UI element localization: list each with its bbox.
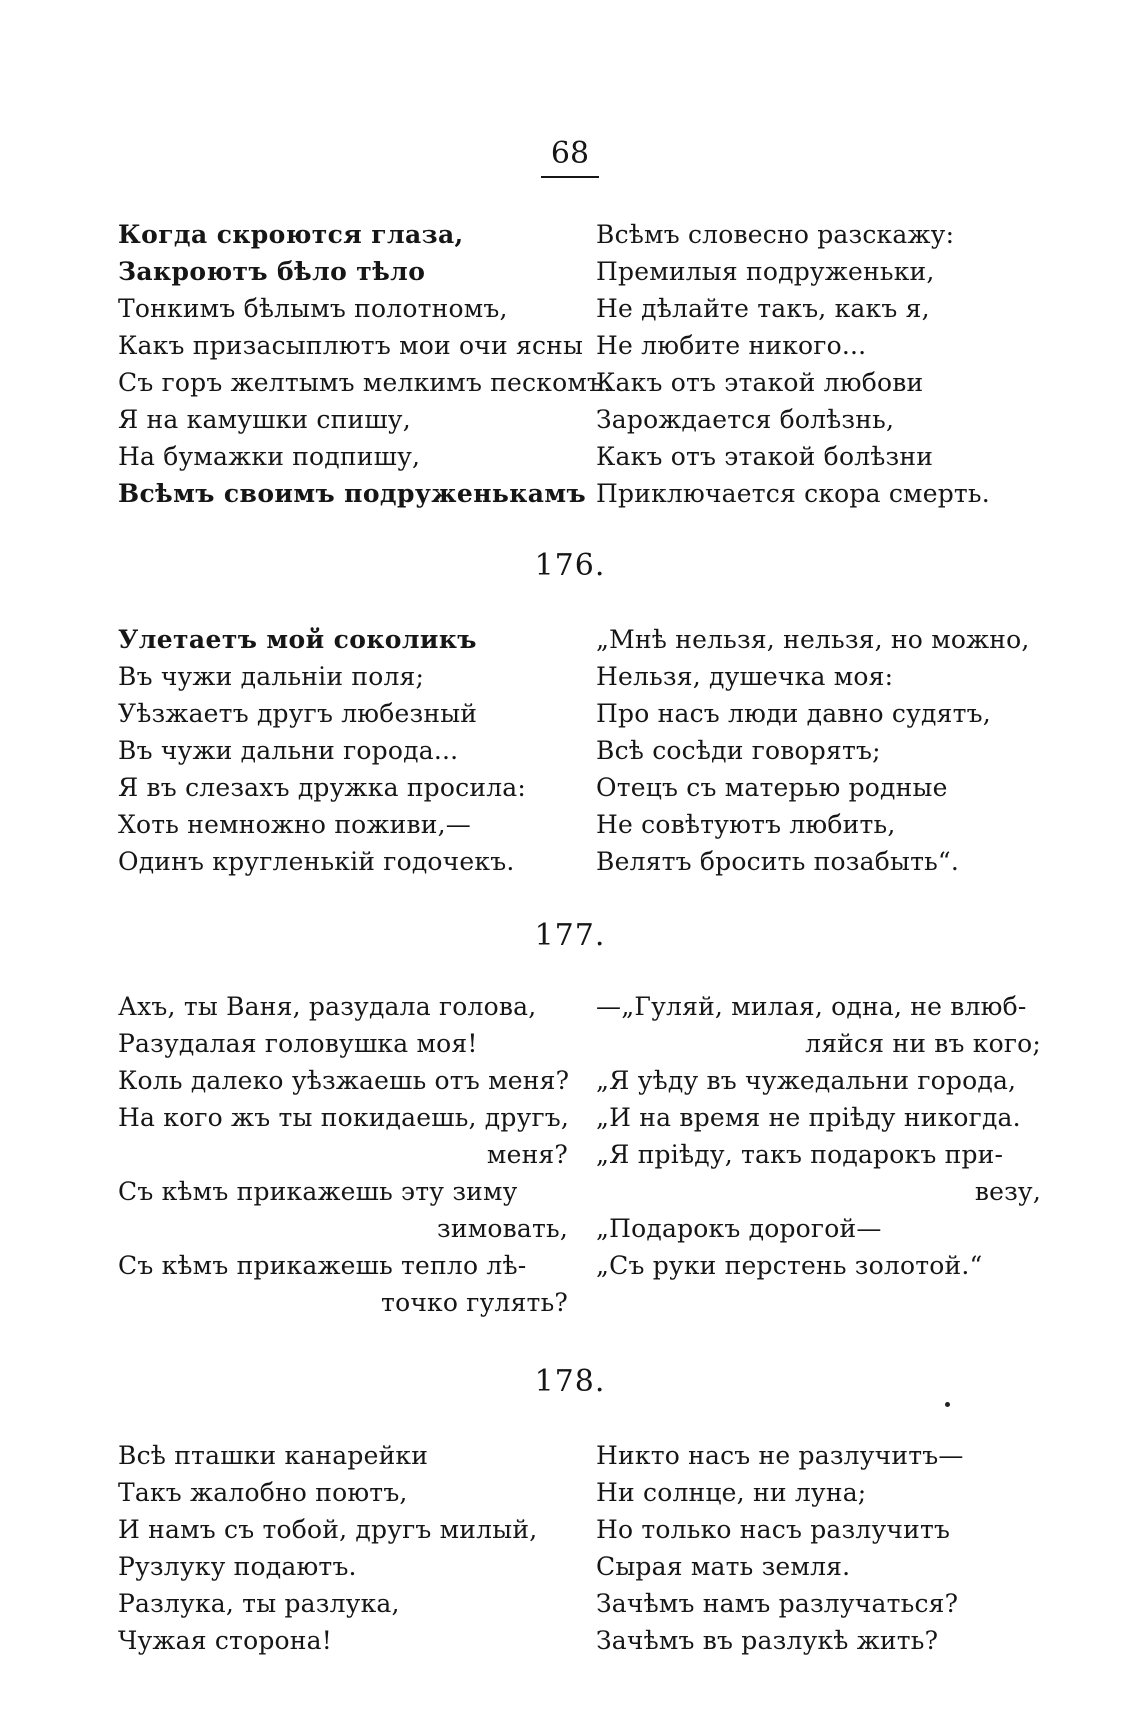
verse-line: Съ горъ желтымъ мелкимъ пескомъ.: [118, 368, 612, 397]
verse-line: Когда скроются глаза,: [118, 220, 464, 249]
verse-line: Всѣмъ словесно разскажу:: [596, 220, 955, 249]
verse-line: Премилыя подруженьки,: [596, 257, 935, 286]
verse-line: „Съ руки перстень золотой.“: [596, 1251, 983, 1280]
page-number: 68: [0, 136, 1140, 178]
verse-line: Никто насъ не разлучитъ—: [596, 1441, 964, 1470]
left-column: [118, 621, 568, 880]
verse-line: Всѣ сосѣди говорятъ;: [596, 736, 881, 765]
verse-line: Такъ жалобно поютъ,: [118, 1478, 408, 1507]
verse-line: ляйся ни въ кого;: [805, 1029, 1041, 1058]
verse-line: Какъ отъ этакой любови: [596, 368, 924, 397]
verse-line: Закроютъ бѣло тѣло: [118, 257, 426, 286]
left-column: [118, 988, 568, 1321]
right-column: [596, 1437, 1041, 1659]
verse-line: Хоть немножно поживи,—: [118, 810, 471, 839]
verse-line: Чужая сторона!: [118, 1626, 333, 1655]
verse-line: меня?: [486, 1140, 568, 1169]
verse-line: Улетаетъ мой соколикъ: [118, 625, 477, 654]
verse-line: Рузлуку подаютъ.: [118, 1552, 357, 1581]
verse-line: Одинъ кругленькiй годочекъ.: [118, 847, 515, 876]
verse-line: Отецъ съ матерью родные: [596, 773, 948, 802]
verse-line: Не любите никого...: [596, 331, 867, 360]
verse-line: Ни солнце, ни луна;: [596, 1478, 867, 1507]
verse-line: Зачѣмъ намъ разлучаться?: [596, 1589, 959, 1618]
verse-line: „И на время не прiѣду никогда.: [596, 1103, 1021, 1132]
verse-line: Какъ отъ этакой болѣзни: [596, 442, 934, 471]
verse-line: На бумажки подпишу,: [118, 442, 421, 471]
verse-line: Но только насъ разлучитъ: [596, 1515, 951, 1544]
verse-line: Тонкимъ бѣлымъ полотномъ,: [118, 294, 508, 323]
verse-line: Какъ призасыплютъ мои очи ясны: [118, 331, 584, 360]
verse-line: Зачѣмъ въ разлукѣ жить?: [596, 1626, 939, 1655]
verse-line: Разлука, ты разлука,: [118, 1589, 400, 1618]
verse-line: Уѣзжаетъ другъ любезный: [118, 699, 478, 728]
verse-line: точко гулять?: [381, 1288, 568, 1317]
song-number-177: 177.: [534, 918, 606, 953]
verse-line: Коль далеко уѣзжаешь отъ меня?: [118, 1066, 570, 1095]
right-column: [596, 216, 1041, 512]
verse-line: Сырая мать земля.: [596, 1552, 851, 1581]
scan-speck: [945, 1402, 950, 1407]
verse-line: Я на камушки спишу,: [118, 405, 411, 434]
verse-line: Зарождается болѣзнь,: [596, 405, 895, 434]
left-column: [118, 216, 612, 512]
verse-line: „Мнѣ нельзя, нельзя, но можно,: [596, 625, 1030, 654]
right-column: [596, 621, 1041, 880]
verse-line: Я въ слезахъ дружка просила:: [118, 773, 527, 802]
verse-line: Съ кѣмъ прикажешь тепло лѣ-: [118, 1251, 527, 1280]
verse-line: везу,: [974, 1177, 1041, 1206]
verse-line: „Я прiѣду, такъ подарокъ при-: [596, 1140, 1004, 1169]
verse-line: Всѣмъ своимъ подруженькамъ: [118, 479, 587, 508]
verse-line: И намъ съ тобой, другъ милый,: [118, 1515, 538, 1544]
verse-line: „Я уѣду въ чужедальни города,: [596, 1066, 1017, 1095]
verse-line: Всѣ пташки канарейки: [118, 1441, 429, 1470]
verse-line: Въ чужи дальни города...: [118, 736, 459, 765]
song-number-178: 178.: [534, 1364, 606, 1399]
verse-line: Нельзя, душечка моя:: [596, 662, 894, 691]
verse-line: Не дѣлайте такъ, какъ я,: [596, 294, 930, 323]
verse-line: Ахъ, ты Ваня, разудала голова,: [118, 992, 537, 1021]
verse-line: Приключается скора смерть.: [596, 479, 990, 508]
verse-line: Съ кѣмъ прикажешь эту зиму: [118, 1177, 518, 1206]
song-number-176: 176.: [534, 548, 606, 583]
verse-line: „Подарокъ дорогой—: [596, 1214, 882, 1243]
verse-line: Разудалая головушка моя!: [118, 1029, 478, 1058]
verse-line: Велятъ бросить позабыть“.: [596, 847, 960, 876]
verse-line: зимовать,: [437, 1214, 568, 1243]
verse-line: Про насъ люди давно судятъ,: [596, 699, 991, 728]
left-column: [118, 1437, 568, 1659]
right-column: [596, 988, 1041, 1284]
verse-line: На кого жъ ты покидаешь, другъ,: [118, 1103, 570, 1132]
verse-line: Въ чужи дальнiи поля;: [118, 662, 425, 691]
verse-line: Не совѣтуютъ любить,: [596, 810, 896, 839]
verse-line: —„Гуляй, милая, одна, не влюб-: [596, 992, 1027, 1021]
